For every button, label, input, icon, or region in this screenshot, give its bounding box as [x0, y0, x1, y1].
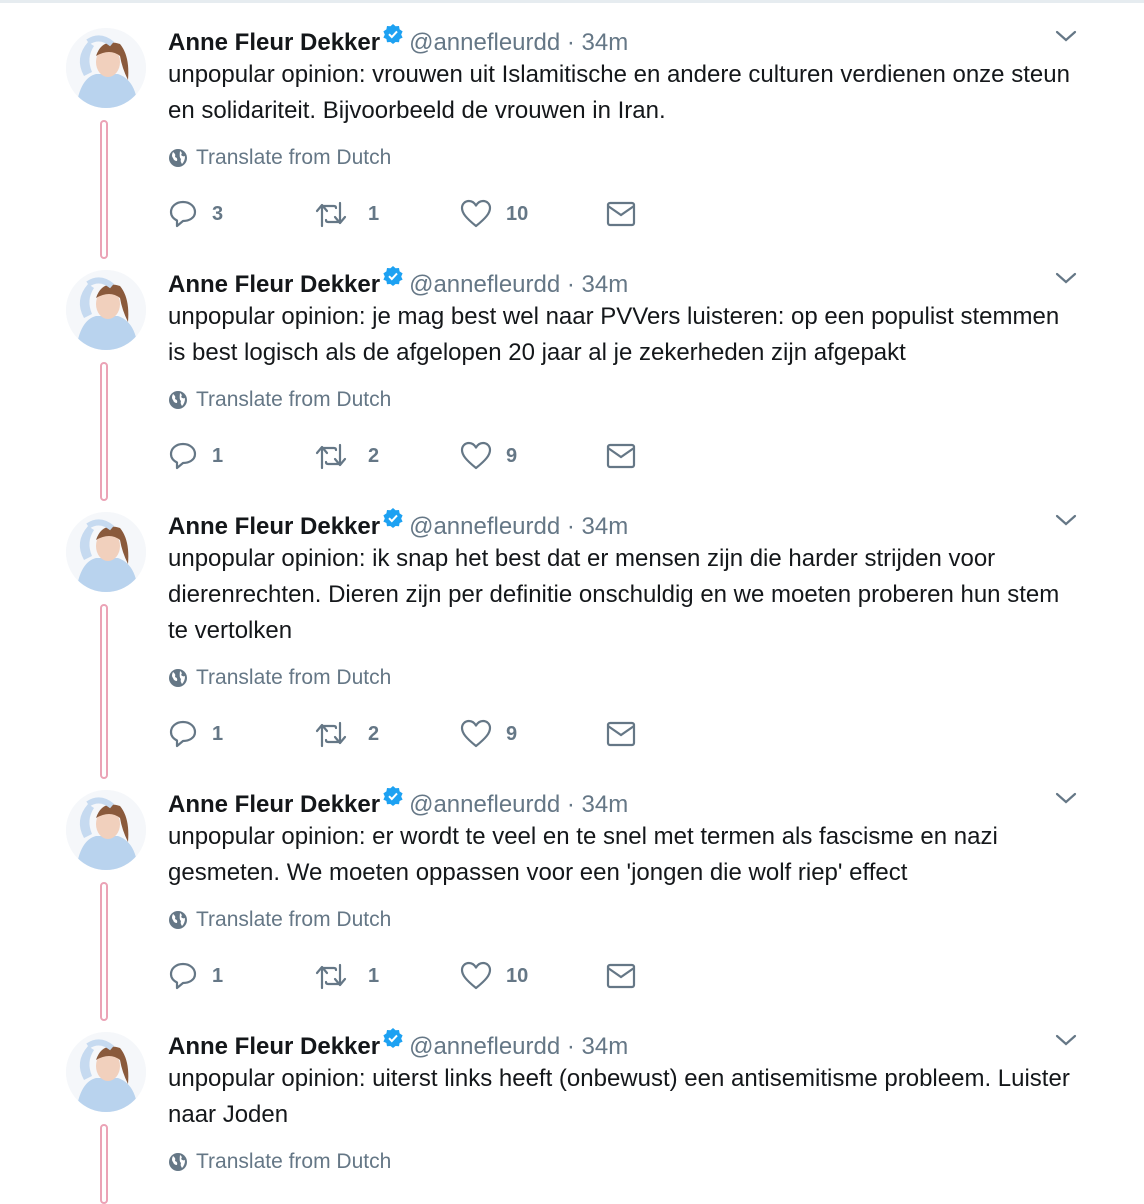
reply-button[interactable]: [168, 441, 314, 471]
like-button[interactable]: [460, 441, 606, 471]
thread-line: [100, 1124, 108, 1204]
handle[interactable]: @annefleurdd: [409, 29, 561, 56]
chevron-down-icon[interactable]: [1054, 268, 1078, 288]
chevron-down-icon[interactable]: [1054, 788, 1078, 808]
direct-message-button[interactable]: [606, 721, 752, 747]
tweet-text: unpopular opinion: uiterst links heeft (onbewust) een antisemitisme probleem. Luister naar Joden: [168, 1065, 1070, 1128]
translate-link[interactable]: [168, 905, 1144, 935]
globe-icon: [168, 1152, 188, 1172]
retweet-count: 1: [368, 964, 380, 987]
heart-icon: [460, 199, 492, 229]
avatar-image: [66, 28, 146, 108]
translate-label: Translate from Dutch: [196, 908, 392, 931]
handle[interactable]: @annefleurdd: [409, 513, 561, 540]
tweet-text: unpopular opinion: er wordt te veel en te snel met termen als fascisme en nazi gesmeten. We moeten oppassen voor een 'jongen die wolf riep' effect: [168, 823, 998, 886]
reply-count: 1: [212, 964, 224, 987]
verified-badge-icon: [383, 1024, 403, 1058]
tweet-text: unpopular opinion: vrouwen uit Islamitische en andere culturen verdienen onze steun en solidariteit. Bijvoorbeeld de vrouwen in Iran.: [168, 61, 1070, 124]
tweet-header: [168, 782, 1144, 816]
retweet-button[interactable]: [314, 719, 460, 749]
translate-link[interactable]: [168, 385, 1144, 415]
heart-icon: [460, 441, 492, 471]
timestamp[interactable]: · 34m: [566, 271, 629, 298]
retweet-count: 2: [368, 722, 380, 745]
direct-message-button[interactable]: [606, 963, 752, 989]
heart-icon: [460, 961, 492, 991]
avatar[interactable]: [66, 512, 146, 592]
avatar[interactable]: [66, 1032, 146, 1112]
tweet-header: [168, 20, 1144, 54]
translate-link[interactable]: [168, 663, 1144, 693]
handle[interactable]: @annefleurdd: [409, 271, 561, 298]
display-name[interactable]: Anne Fleur Dekker: [168, 29, 381, 56]
verified-badge-icon: [383, 20, 403, 54]
tweet-actions: [168, 958, 1144, 994]
handle[interactable]: @annefleurdd: [409, 1033, 561, 1060]
tweet-actions: [168, 438, 1144, 474]
tweet-header: [168, 504, 1144, 538]
verified-badge-icon: [383, 782, 403, 816]
avatar-image: [66, 512, 146, 592]
envelope-icon: [606, 443, 636, 469]
globe-icon: [168, 910, 188, 930]
retweet-count: 1: [368, 202, 380, 225]
chevron-down-icon[interactable]: [1054, 510, 1078, 530]
avatar-image: [66, 270, 146, 350]
globe-icon: [168, 668, 188, 688]
avatar[interactable]: [66, 270, 146, 350]
heart-icon: [460, 719, 492, 749]
translate-link[interactable]: [168, 1147, 1144, 1177]
avatar[interactable]: [66, 28, 146, 108]
reply-count: 1: [212, 722, 224, 745]
like-button[interactable]: [460, 719, 606, 749]
like-button[interactable]: [460, 199, 606, 229]
translate-label: Translate from Dutch: [196, 1150, 392, 1173]
like-count: 10: [506, 964, 529, 987]
display-name[interactable]: Anne Fleur Dekker: [168, 513, 381, 540]
like-count: 9: [506, 444, 518, 467]
thread-line: [100, 362, 108, 501]
tweet[interactable]: [0, 1004, 1144, 1187]
retweet-icon: [314, 719, 348, 749]
tweet-actions: [168, 196, 1144, 232]
retweet-button[interactable]: [314, 961, 460, 991]
retweet-icon: [314, 199, 348, 229]
retweet-icon: [314, 441, 348, 471]
timestamp[interactable]: · 34m: [566, 791, 629, 818]
translate-label: Translate from Dutch: [196, 388, 392, 411]
chevron-down-icon[interactable]: [1054, 26, 1078, 46]
tweet[interactable]: [0, 242, 1144, 484]
envelope-icon: [606, 721, 636, 747]
tweet-text: unpopular opinion: je mag best wel naar PVVers luisteren: op een populist stemmen is best logisch als de afgelopen 20 jaar al je zekerheden zijn afgepakt: [168, 303, 1060, 366]
tweet-text: unpopular opinion: ik snap het best dat er mensen zijn die harder strijden voor dierenrechten. Dieren zijn per definitie onschuldig en we moeten proberen hun stem te vertolken: [168, 545, 1060, 644]
timestamp[interactable]: · 34m: [566, 29, 629, 56]
handle[interactable]: @annefleurdd: [409, 791, 561, 818]
display-name[interactable]: Anne Fleur Dekker: [168, 271, 381, 298]
thread-line: [100, 882, 108, 1021]
translate-label: Translate from Dutch: [196, 666, 392, 689]
reply-icon: [168, 199, 198, 229]
tweet[interactable]: [0, 0, 1144, 242]
display-name[interactable]: Anne Fleur Dekker: [168, 1033, 381, 1060]
envelope-icon: [606, 963, 636, 989]
reply-icon: [168, 441, 198, 471]
reply-icon: [168, 961, 198, 991]
verified-badge-icon: [383, 504, 403, 538]
avatar-image: [66, 1032, 146, 1112]
direct-message-button[interactable]: [606, 443, 752, 469]
globe-icon: [168, 390, 188, 410]
retweet-icon: [314, 961, 348, 991]
globe-icon: [168, 148, 188, 168]
verified-badge-icon: [383, 262, 403, 296]
tweet[interactable]: [0, 762, 1144, 1004]
like-button[interactable]: [460, 961, 606, 991]
retweet-count: 2: [368, 444, 380, 467]
thread-line: [100, 120, 108, 259]
translate-link[interactable]: [168, 143, 1144, 173]
timestamp[interactable]: · 34m: [566, 513, 629, 540]
tweet-header: [168, 262, 1144, 296]
tweet-actions: [168, 716, 1144, 752]
reply-count: 1: [212, 444, 224, 467]
reply-button[interactable]: [168, 961, 314, 991]
direct-message-button[interactable]: [606, 201, 752, 227]
reply-count: 3: [212, 202, 224, 225]
envelope-icon: [606, 201, 636, 227]
tweet-header: [168, 1024, 1144, 1058]
like-count: 9: [506, 722, 518, 745]
avatar-image: [66, 790, 146, 870]
tweet[interactable]: [0, 484, 1144, 762]
reply-button[interactable]: [168, 199, 314, 229]
timestamp[interactable]: · 34m: [566, 1033, 629, 1060]
translate-label: Translate from Dutch: [196, 146, 392, 169]
chevron-down-icon[interactable]: [1054, 1030, 1078, 1050]
like-count: 10: [506, 202, 529, 225]
reply-icon: [168, 719, 198, 749]
display-name[interactable]: Anne Fleur Dekker: [168, 791, 381, 818]
reply-button[interactable]: [168, 719, 314, 749]
avatar[interactable]: [66, 790, 146, 870]
thread-line: [100, 604, 108, 779]
retweet-button[interactable]: [314, 441, 460, 471]
retweet-button[interactable]: [314, 199, 460, 229]
